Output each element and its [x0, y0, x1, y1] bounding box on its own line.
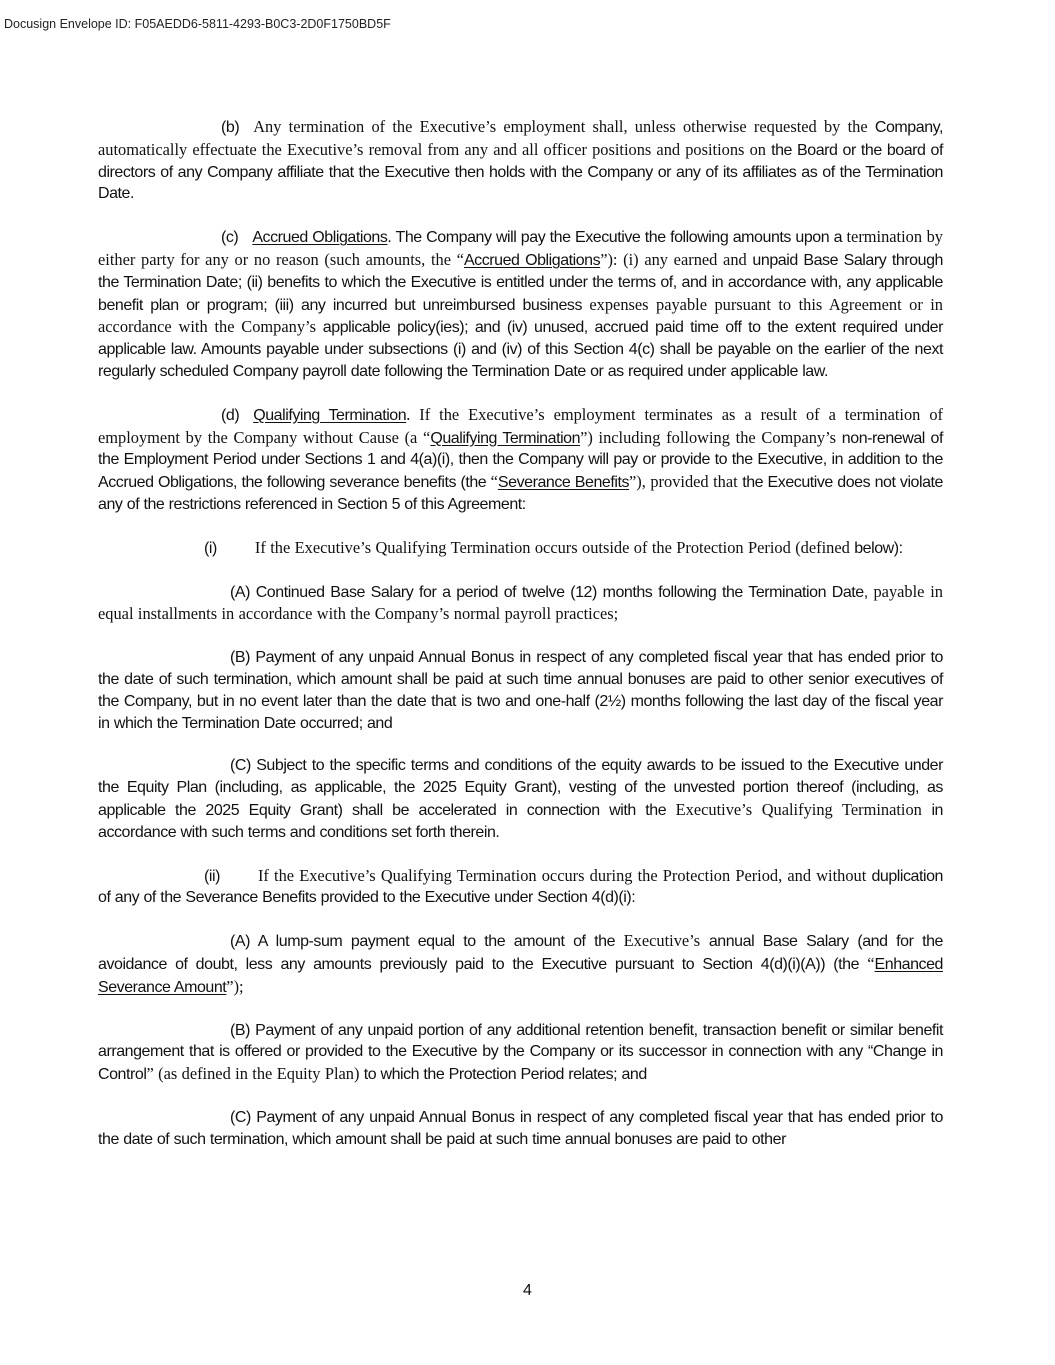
section-4d-i-paragraph: (i) If the Executive’s Qualifying Termination occurs outside of the Protection Period (defined below): [204, 537, 903, 557]
section-4b-paragraph: (b) Any termination of the Executive’s employment shall, unless otherwise requested by the Company, automatically effectuate the Executive’s removal from any and all officer positions and positions on the Board or the board of directors of any Company affiliate that the Executive then holds with the Company or any of its affiliates as of the Termination Date. [98, 117, 943, 203]
section-4d-ii-C-paragraph: (C) Payment of any unpaid Annual Bonus in respect of any completed fiscal year that has ended prior to the date of such termination, which amount shall be paid at such time annual bonuses are paid to other [98, 1108, 943, 1148]
section-label: (A) [230, 933, 250, 951]
page-number: 4 [523, 1282, 532, 1299]
section-label: (C) [230, 757, 251, 775]
section-4d-ii-B-paragraph: (B) Payment of any unpaid portion of any additional retention benefit, transaction benefit or similar benefit arrangement that is offered or provided to the Executive by the Company or its successor in connection with any “Change in Control” (as defined in the Equity Plan) to which the Protection Period relates; and [98, 1021, 943, 1084]
section-label: (B) [230, 649, 250, 667]
section-label: (B) [230, 1021, 250, 1039]
section-label: (b) [221, 119, 240, 136]
section-label: (A) [230, 583, 250, 601]
defined-term: Severance Benefits [497, 474, 629, 492]
section-4d-i-A-paragraph: (A) Continued Base Salary for a period of twelve (12) months following the Termination Date, payable in equal installments in accordance with the Company’s normal payroll practices; [98, 581, 943, 624]
section-4d-i-B-paragraph: (B) Payment of any unpaid Annual Bonus in respect of any completed fiscal year that has ended prior to the date of such termination, which amount shall be paid at such time annual bonuses are paid to other senior executives of the Company, but in no event later than the date that is two and one-half (2½) months following the last day of the fiscal year in which the Termination Date occurred; and [98, 649, 944, 732]
section-label: (C) [230, 1108, 251, 1126]
section-label: (d) [221, 406, 240, 424]
section-label: (i) [204, 539, 217, 557]
defined-term: Accrued Obligations [463, 251, 601, 269]
section-4d-ii-A-paragraph: (A) A lump-sum payment equal to the amount of the Executive’s annual Base Salary (and for the avoidance of doubt, less any amounts previously paid to the Executive pursuant to Section 4(d)(i)(A)) (the “Enhanced Severance Amount”); [98, 931, 943, 996]
section-4c-accrued-obligations: (c) Accrued Obligations. The Company will pay the Executive the following amounts upon a termination by either party for any or no reason (such amounts, the “Accrued Obligations”): (i) any earned and unpaid Base Salary through the Termination Date; (ii) benefits to which the Executive is entitled under the terms of, and in accordance with, any applicable benefit plan or program; (iii) any incurred but unreimbursed business expenses payable pursuant to this Agreement or in accordance with the Company’s applicable policy(ies); and (iv) unused, accrued paid time off to the extent required under applicable law. Amounts payable under subsections (i) and (iv) of this Section 4(c) shall be payable on the earlier of the next regularly scheduled Company payroll date following the Termination Date or as required under applicable law. [98, 227, 944, 380]
section-title: Accrued Obligations [252, 229, 388, 247]
defined-term: Qualifying Termination [430, 429, 581, 447]
section-label: (ii) [204, 867, 220, 885]
section-4d-ii-paragraph: (ii) If the Executive’s Qualifying Termination occurs during the Protection Period, and without duplication of any of the Severance Benefits provided to the Executive under Section 4(d)(i): [98, 865, 943, 907]
section-4d-i-C-paragraph: (C) Subject to the specific terms and conditions of the equity awards to be issued to the Executive under the Equity Plan (including, as applicable, the 2025 Equity Grant), vesting of the unvested portion thereof (including, as applicable the 2025 Equity Grant) shall be accelerated in connection with the Executive’s Qualifying Termination in accordance with such terms and conditions set forth therein. [98, 757, 943, 841]
section-label: (c) [221, 229, 239, 247]
docusign-envelope-id: Docusign Envelope ID: F05AEDD6-5811-4293-B0C3-2D0F1750BD5F [4, 17, 391, 31]
document-page [98, 116, 943, 1150]
section-4d-qualifying-termination: (d) Qualifying Termination. If the Executive’s employment terminates as a result of a termination of employment by the Company without Cause (a “Qualifying Termination”) including following the Company’s non-renewal of the Employment Period under Sections 1 and 4(a)(i), then the Company will pay or provide to the Executive, in addition to the Accrued Obligations, the following severance benefits (the “Severance Benefits”), provided that the Executive does not violate any of the restrictions referenced in Section 5 of this Agreement: [98, 404, 943, 513]
defined-term: Enhanced Severance Amount [98, 955, 943, 996]
section-title: Qualifying Termination [253, 406, 407, 424]
